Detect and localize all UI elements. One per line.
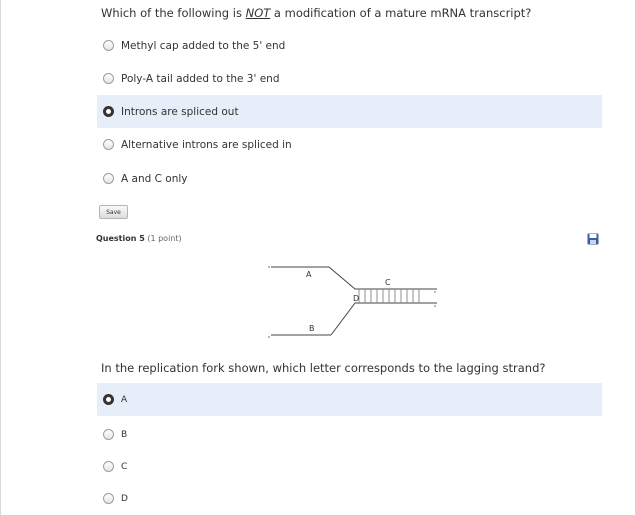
option-label: Poly-A tail added to the 3' end <box>121 72 280 85</box>
replication-fork-diagram <box>259 255 449 350</box>
diagram-label-c: C <box>385 278 391 287</box>
question-4-emphasis: NOT <box>245 6 271 20</box>
q5-option-a[interactable] <box>97 383 602 416</box>
option-label: Alternative introns are spliced in <box>121 138 292 151</box>
q4-option-4[interactable] <box>97 128 602 161</box>
floppy-disk-icon[interactable] <box>587 233 599 245</box>
diagram-label-d: D <box>353 294 360 303</box>
question-4-text: Which of the following is NOT a modification of a mature mRNA transcript? <box>101 6 532 20</box>
q5-option-b[interactable] <box>97 418 602 451</box>
radio-button[interactable] <box>103 73 114 84</box>
q5-option-d[interactable] <box>97 482 602 515</box>
radio-button[interactable] <box>103 139 114 150</box>
q4-option-3[interactable] <box>97 95 602 128</box>
question-number: Question 5 <box>96 234 145 243</box>
radio-button[interactable] <box>103 40 114 51</box>
radio-button[interactable] <box>103 429 114 440</box>
option-label: A <box>121 394 128 405</box>
fork-lower-arm <box>331 303 437 335</box>
diagram-label-a: A <box>306 270 312 279</box>
q5-option-c[interactable] <box>97 450 602 483</box>
option-label: C <box>121 461 128 472</box>
option-label: B <box>121 429 128 440</box>
fork-upper-arm <box>329 267 437 289</box>
radio-button-selected[interactable] <box>103 394 114 405</box>
q4-option-5[interactable] <box>97 162 602 195</box>
option-label: D <box>121 493 128 504</box>
q4-option-1[interactable] <box>97 29 602 62</box>
question-5-text: In the replication fork shown, which letter corresponds to the lagging strand? <box>101 361 546 375</box>
q4-option-2[interactable] <box>97 62 602 95</box>
radio-button-selected[interactable] <box>103 106 114 117</box>
save-button[interactable]: Save <box>99 205 128 219</box>
question-5-header <box>96 234 182 243</box>
question-points: (1 point) <box>147 234 182 243</box>
option-label: Introns are spliced out <box>121 105 239 118</box>
diagram-label-b: B <box>309 324 315 333</box>
radio-button[interactable] <box>103 493 114 504</box>
option-label: A and C only <box>121 172 188 185</box>
radio-button[interactable] <box>103 461 114 472</box>
option-label: Methyl cap added to the 5' end <box>121 39 286 52</box>
radio-button[interactable] <box>103 173 114 184</box>
